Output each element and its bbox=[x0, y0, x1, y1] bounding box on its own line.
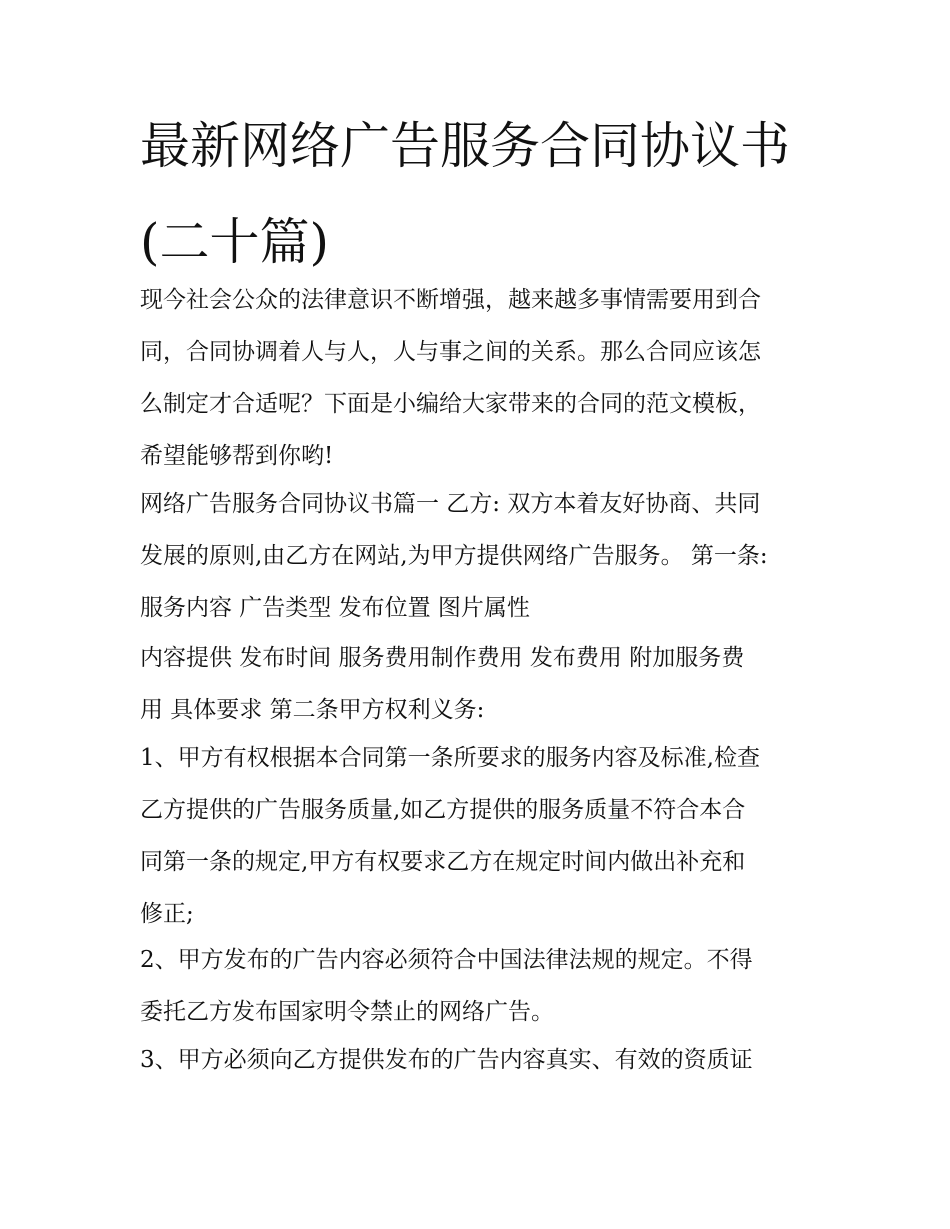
paragraph-line: 同，合同协调着人与人，人与事之间的关系。那么合同应该怎 bbox=[140, 339, 761, 365]
paragraph-line: 2、甲方发布的广告内容必须符合中国法律法规的规定。不得 bbox=[140, 947, 753, 973]
paragraph-line: 服务内容 广告类型 发布位置 图片属性 bbox=[140, 595, 530, 621]
paragraph-line: 委托乙方发布国家明令禁止的网络广告。 bbox=[140, 999, 554, 1025]
intro-paragraph bbox=[140, 274, 820, 482]
paragraph-line: 现今社会公众的法律意识不断增强，越来越多事情需要用到合 bbox=[140, 287, 761, 313]
paragraph-line: 3、甲方必须向乙方提供发布的广告内容真实、有效的资质证 bbox=[140, 1047, 753, 1073]
document-title bbox=[140, 98, 820, 290]
paragraph-line: 网络广告服务合同协议书篇一 乙方: 双方本着友好协商、共同 bbox=[140, 491, 761, 517]
clause-1-paragraph bbox=[140, 732, 820, 940]
title-line: 最新网络广告服务合同协议书 bbox=[140, 117, 790, 175]
paragraph-line: 1、甲方有权根据本合同第一条所要求的服务内容及标准,检查 bbox=[140, 745, 760, 771]
service-table-paragraph bbox=[140, 632, 820, 736]
paragraph-line: 内容提供 发布时间 服务费用制作费用 发布费用 附加服务费 bbox=[140, 645, 745, 671]
clause-2-paragraph bbox=[140, 934, 820, 1038]
paragraph-line: 么制定才合适呢？下面是小编给大家带来的合同的范文模板， bbox=[140, 391, 761, 417]
title-line: (二十篇) bbox=[140, 213, 330, 271]
paragraph-line: 希望能够帮到你哟! bbox=[140, 443, 334, 469]
paragraph-line: 乙方提供的广告服务质量,如乙方提供的服务质量不符合本合 bbox=[140, 797, 746, 823]
paragraph-line: 发展的原则,由乙方在网站,为甲方提供网络广告服务。 第一条: bbox=[140, 543, 768, 569]
paragraph-line: 修正; bbox=[140, 901, 194, 927]
clause-3-paragraph bbox=[140, 1034, 820, 1086]
paragraph-line: 同第一条的规定,甲方有权要求乙方在规定时间内做出补充和 bbox=[140, 849, 746, 875]
section-one-paragraph bbox=[140, 478, 820, 634]
paragraph-line: 用 具体要求 第二条甲方权利义务: bbox=[140, 697, 485, 723]
